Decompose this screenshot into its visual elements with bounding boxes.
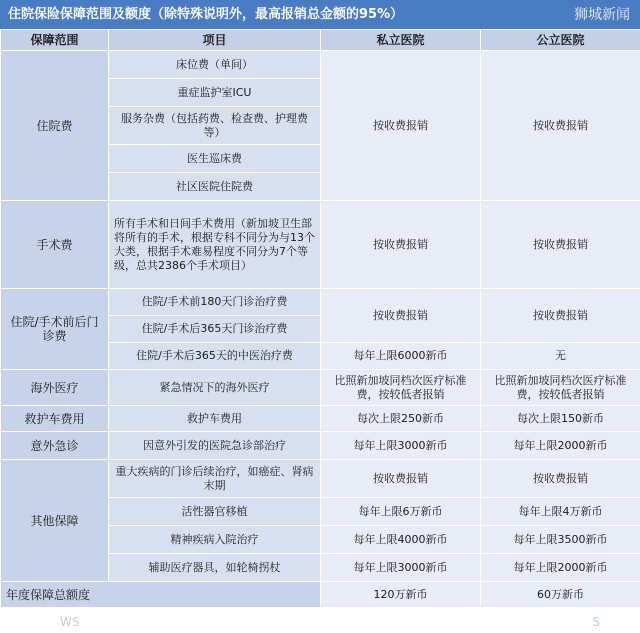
private-value: 按收费报销 (321, 460, 481, 498)
private-value: 比照新加坡同档次医疗标准费，按较低者报销 (321, 370, 481, 406)
item-cell: 服务杂费（包括药费、检查费、护理费等） (109, 107, 321, 145)
public-value: 每次上限150新币 (481, 406, 640, 432)
public-value: 每年上限2000新币 (481, 554, 640, 582)
table-row (1, 370, 640, 406)
public-value: 比照新加坡同档次医疗标准费，按较低者报销 (481, 370, 640, 406)
item-cell: 住院/手术后365天的中医治疗费 (109, 343, 321, 370)
public-value: 每年上限3500新币 (481, 526, 640, 554)
group-other: 其他保障 (1, 460, 109, 582)
page-title: 住院保险保障范围及额度（除特殊说明外，最高报销总金额的95%） (8, 7, 404, 22)
public-value: 每年上限2000新币 (481, 432, 640, 460)
coverage-table (0, 29, 640, 608)
private-value: 每年上限3000新币 (321, 432, 481, 460)
group-pre-post: 住院/手术前后门诊费 (1, 289, 109, 370)
group-emergency: 意外急诊 (1, 432, 109, 460)
private-value: 按收费报销 (321, 289, 481, 343)
group-annual: 年度保障总额度 (1, 582, 321, 608)
public-value: 60万新币 (481, 582, 640, 608)
table-row (1, 582, 640, 608)
item-cell: 床位费（单间） (109, 51, 321, 79)
group-surgery: 手术费 (1, 201, 109, 289)
table-row (1, 289, 640, 316)
private-value: 每年上限6000新币 (321, 343, 481, 370)
title-bar (0, 0, 640, 29)
public-value: 按收费报销 (481, 460, 640, 498)
table-row (1, 460, 640, 498)
item-cell: 所有手术和日间手术费用（新加坡卫生部将所有的手术，根据专科不同分为与13个大类，根据手术难易程度不同分为7个等级，总共2386个手术项目） (109, 201, 321, 289)
public-value: 无 (481, 343, 640, 370)
header-row (1, 30, 640, 51)
public-value: 按收费报销 (481, 289, 640, 343)
item-cell: 住院/手术前180天门诊治疗费 (109, 289, 321, 316)
item-cell: 因意外引发的医院急诊部治疗 (109, 432, 321, 460)
item-cell: 住院/手术后365天门诊治疗费 (109, 316, 321, 343)
header-private: 私立医院 (321, 30, 481, 51)
item-cell: 辅助医疗器具，如轮椅拐杖 (109, 554, 321, 582)
bottom-watermark-left: WS (60, 615, 80, 629)
private-value: 每年上限4000新币 (321, 526, 481, 554)
header-item: 项目 (109, 30, 321, 51)
item-cell: 精神疾病入院治疗 (109, 526, 321, 554)
private-value: 按收费报销 (321, 201, 481, 289)
header-public: 公立医院 (481, 30, 640, 51)
private-value: 每次上限250新币 (321, 406, 481, 432)
watermark: 狮城新闻 (574, 7, 630, 23)
private-value: 按收费报销 (321, 51, 481, 201)
bottom-watermark-right: S (592, 615, 600, 629)
public-value: 按收费报销 (481, 51, 640, 201)
item-cell: 重大疾病的门诊后续治疗，如癌症、肾病末期 (109, 460, 321, 498)
private-value: 每年上限6万新币 (321, 498, 481, 526)
private-value: 每年上限3000新币 (321, 554, 481, 582)
item-cell: 重症监护室ICU (109, 79, 321, 107)
group-overseas: 海外医疗 (1, 370, 109, 406)
item-cell: 紧急情况下的海外医疗 (109, 370, 321, 406)
group-ambulance: 救护车费用 (1, 406, 109, 432)
item-cell: 救护车费用 (109, 406, 321, 432)
table-row (1, 51, 640, 79)
item-cell: 社区医院住院费 (109, 173, 321, 201)
private-value: 120万新币 (321, 582, 481, 608)
item-cell: 活性器官移植 (109, 498, 321, 526)
public-value: 按收费报销 (481, 201, 640, 289)
header-scope: 保障范围 (1, 30, 109, 51)
group-hospitalization: 住院费 (1, 51, 109, 201)
table-row (1, 432, 640, 460)
table-row (1, 406, 640, 432)
table-row (1, 201, 640, 289)
public-value: 每年上限4万新币 (481, 498, 640, 526)
item-cell: 医生巡床费 (109, 145, 321, 173)
